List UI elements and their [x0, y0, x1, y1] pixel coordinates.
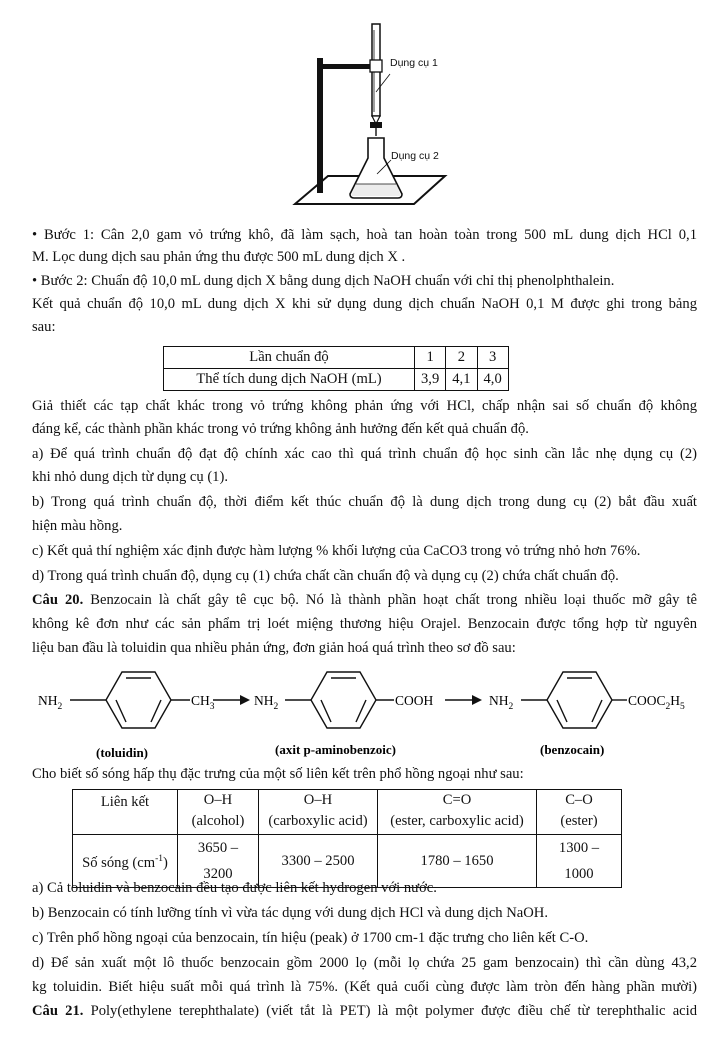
- benzene-ring-benzocain: [547, 672, 612, 728]
- statement-20c-line: c) Trên phổ hồng ngoại của benzocain, tín hiệu (peak) ở 1700 cm-1 đặc trưng cho liên kết C-O.: [32, 930, 589, 946]
- formula-nh2-2: $NH_2$: [254, 693, 279, 712]
- titration-apparatus-figure: [280, 18, 480, 218]
- table-cell: 3300 – 2500: [259, 835, 378, 888]
- table-cell: 3650 – 3200: [178, 835, 259, 888]
- table-cell: 3: [477, 347, 508, 369]
- table-cell: (alcohol): [178, 811, 259, 835]
- statement-a-line-b: khi nhỏ dung dịch từ dụng cụ (1).: [32, 469, 228, 485]
- reaction-arrow-1: [213, 695, 250, 705]
- clamp-arm: [320, 64, 372, 69]
- synthesis-scheme: [0, 660, 728, 760]
- table-cell: C–O: [537, 790, 622, 812]
- table-cell: 4,1: [446, 369, 477, 391]
- table-cell: Số sóng $(cm^{-1})$: [73, 835, 178, 888]
- burette: [370, 24, 382, 136]
- formula-cooh: COOH: [395, 693, 434, 708]
- table-cell: Thể tích dung dịch NaOH (mL): [164, 369, 415, 391]
- result-line-a: Kết quả chuẩn độ 10,0 mL dung dịch X khi sử dụng dung dịch chuẩn NaOH 0,1 M được ghi trong bảng: [32, 296, 697, 312]
- formula-nh2-1: $NH_2$: [38, 693, 63, 712]
- table-cell: O–H: [259, 790, 378, 812]
- statement-20d-line-a: d) Để sản xuất một lô thuốc benzocain gồm 2000 lọ (mỗi lọ chứa 25 gam benzocain) thì cần dùng 43,2: [32, 955, 697, 971]
- titration-table: [163, 346, 509, 391]
- statement-20a-line: a) Cả toluidin và benzocain đều tạo được liên kết hydrogen với nước.: [32, 880, 437, 896]
- stand-rod: [317, 58, 323, 193]
- apparatus-label-2: Dụng cụ 2: [391, 150, 439, 162]
- statement-b-line-a: b) Trong quá trình chuẩn độ, thời điểm kết thúc chuẩn độ là dung dịch trong dung cụ (2) bắt đầu xuất: [32, 494, 697, 510]
- apparatus-label-1: Dụng cụ 1: [390, 57, 438, 69]
- table-row: [164, 347, 509, 369]
- table-cell: 1780 – 1650: [378, 835, 537, 888]
- table-cell: (ester): [537, 811, 622, 835]
- table-cell: (ester, carboxylic acid): [378, 811, 537, 835]
- table-cell: 1: [415, 347, 446, 369]
- label-benzocain: (benzocain): [540, 742, 605, 757]
- ir-wavenumber-table: [72, 789, 622, 888]
- question-21-title: Câu 21.: [32, 1003, 84, 1019]
- table-cell: C=O: [378, 790, 537, 812]
- label-paba: (axit p-aminobenzoic): [275, 742, 396, 757]
- table-row: [164, 369, 509, 391]
- statement-20b-line: b) Benzocain có tính lưỡng tính vì vừa tác dụng với dung dịch HCl và dung dịch NaOH.: [32, 905, 548, 921]
- question-21-text: Poly(ethylene terephthalate) (viết tắt là PET) là một polymer được điều chế từ terephthalic acid: [83, 1003, 697, 1019]
- statement-a-line-a: a) Để quá trình chuẩn độ đạt độ chính xác cao thì quá trình chuẩn độ học sinh cần lắc nhẹ dụng cụ (2): [32, 446, 697, 462]
- table-cell: 2: [446, 347, 477, 369]
- benzene-ring-toluidin: [106, 672, 171, 728]
- erlenmeyer-flask: [350, 138, 402, 198]
- table-cell: Lần chuẩn độ: [164, 347, 415, 369]
- formula-nh2-3: $NH_2$: [489, 693, 514, 712]
- table-cell: 1300 – 1000: [537, 835, 622, 888]
- table-cell: Liên kết: [73, 790, 178, 835]
- question-21-line: [32, 1001, 697, 1021]
- step2-line: • Bước 2: Chuẩn độ 10,0 mL dung dịch X bằng dung dịch NaOH chuẩn với chỉ thị phenolphthalein.: [32, 273, 615, 289]
- question-20-line-a: [32, 590, 697, 610]
- benzene-ring-paba: [311, 672, 376, 728]
- table-cell: (carboxylic acid): [259, 811, 378, 835]
- formula-ch3: $CH_3$: [191, 693, 215, 712]
- table-cell: 4,0: [477, 369, 508, 391]
- table-row: [73, 790, 622, 812]
- assumption-line-b: đáng kể, các thành phần khác trong vỏ trứng không ảnh hưởng đến kết quả chuẩn độ.: [32, 421, 529, 437]
- question-20-line-c: liệu ban đầu là toluidin qua nhiều phản ứng, đơn giản hoá quá trình theo sơ đồ sau:: [32, 640, 516, 656]
- question-20-line-b: không kê đơn như các sản phẩm trị loét miệng thương hiệu Orajel. Benzocain được tổng hợp từ nguyên: [32, 616, 697, 632]
- statement-b-line-b: hiện màu hồng.: [32, 518, 123, 534]
- assumption-line-a: Giả thiết các tạp chất khác trong vỏ trứng không phản ứng với HCl, chấp nhận sai số chuẩn độ không: [32, 398, 697, 414]
- step1-line-b: M. Lọc dung dịch sau phản ứng thu được 500 mL dung dịch X .: [32, 249, 406, 265]
- step1-line-a: • Bước 1: Cân 2,0 gam vỏ trứng khô, đã làm sạch, hoà tan hoàn toàn trong 500 mL dung dịch HCl 0,1: [32, 227, 697, 243]
- table-cell: 3,9: [415, 369, 446, 391]
- statement-c-line: c) Kết quả thí nghiệm xác định được hàm lượng % khối lượng của CaCO3 trong vỏ trứng nhỏ hơn 76%.: [32, 543, 641, 559]
- formula-ester: $COOC_2H_5$: [628, 693, 685, 712]
- statement-d-line: d) Trong quá trình chuẩn độ, dụng cụ (1) chứa chất cần chuẩn độ và dụng cụ (2) chứa chất chuẩn độ.: [32, 568, 619, 584]
- statement-20d-line-b: kg toluidin. Biết hiệu suất mỗi quá trình là 75%. (Kết quả cuối cùng được làm tròn đến hàng phần mười): [32, 979, 697, 995]
- label-toluidin: (toluidin): [96, 745, 149, 760]
- reaction-arrow-2: [445, 695, 482, 705]
- question-20-text: Benzocain là chất gây tê cục bộ. Nó là thành phần hoạt chất trong nhiều loại thuốc mỡ gây tê: [83, 592, 697, 608]
- question-20-title: Câu 20.: [32, 592, 84, 608]
- table-cell: O–H: [178, 790, 259, 812]
- ir-intro-line: Cho biết số sóng hấp thụ đặc trưng của một số liên kết trên phổ hồng ngoại như sau:: [32, 766, 524, 782]
- result-line-b: sau:: [32, 319, 56, 335]
